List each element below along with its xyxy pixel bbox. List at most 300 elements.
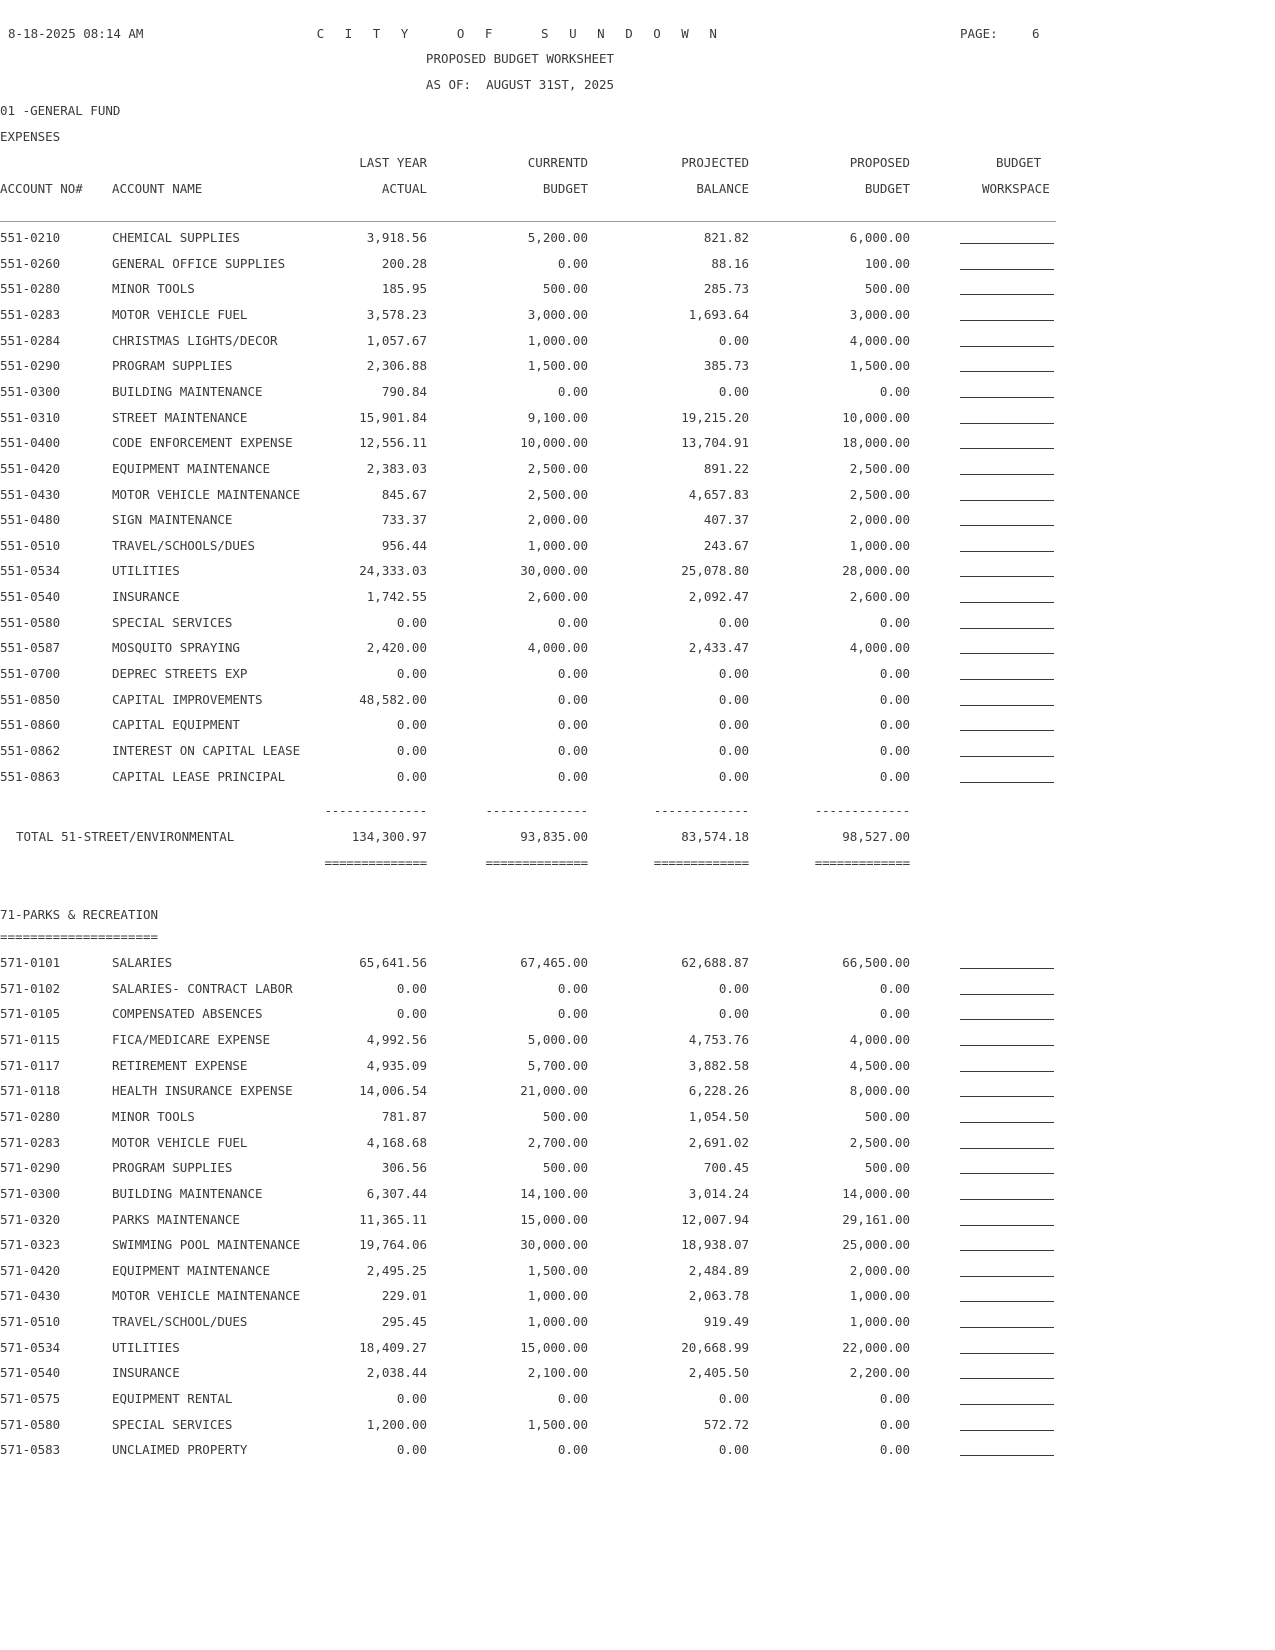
page-number: 6 (1032, 26, 1040, 41)
account-name: INSURANCE (112, 1365, 180, 1381)
current-budget: 0.00 (557, 614, 588, 630)
projected-balance: 88.16 (711, 255, 749, 271)
table-row (0, 666, 1060, 682)
total-double-rule: ============= (814, 855, 910, 870)
col-current-bottom: BUDGET (542, 181, 588, 196)
last-year-actual: 0.00 (396, 768, 427, 784)
current-budget: 500.00 (542, 1108, 588, 1124)
budget-workspace-field[interactable] (960, 1378, 1054, 1379)
current-budget: 9,100.00 (527, 409, 588, 425)
last-year-actual: 4,168.68 (366, 1134, 427, 1150)
current-budget: 10,000.00 (520, 435, 588, 451)
col-proposed-top: PROPOSED (849, 155, 910, 170)
total-double-rule: ============= (653, 855, 749, 870)
proposed-budget: 3,000.00 (849, 306, 910, 322)
last-year-actual: 14,006.54 (359, 1083, 427, 1099)
proposed-budget: 0.00 (879, 1006, 910, 1022)
projected-balance: 821.82 (703, 230, 749, 245)
table-row (0, 1340, 1060, 1356)
budget-workspace-field[interactable] (960, 1353, 1054, 1354)
last-year-actual: 185.95 (381, 281, 427, 297)
table-row (0, 640, 1060, 656)
report-city-title: C I T Y O F S U N D O W N (316, 26, 724, 41)
current-budget: 5,200.00 (527, 230, 588, 245)
projected-balance: 243.67 (703, 537, 749, 553)
proposed-budget: 0.00 (879, 1442, 910, 1458)
account-name: CODE ENFORCEMENT EXPENSE (112, 435, 293, 451)
projected-balance: 572.72 (703, 1416, 749, 1432)
proposed-budget: 28,000.00 (842, 563, 910, 579)
account-name: UTILITIES (112, 1339, 180, 1355)
table-row (0, 1109, 1060, 1125)
account-number: 571-0540 (0, 1365, 61, 1381)
proposed-budget: 1,000.00 (849, 537, 910, 553)
last-year-actual: 0.00 (396, 1006, 427, 1022)
proposed-budget: 10,000.00 (842, 409, 910, 425)
account-name: PROGRAM SUPPLIES (112, 358, 233, 374)
street-total-row (0, 829, 1060, 845)
last-year-actual: 0.00 (396, 980, 427, 996)
street-total-proposed: 98,527.00 (842, 829, 910, 844)
last-year-actual: 2,383.03 (366, 460, 427, 476)
parks-section-title: 71-PARKS & RECREATION (0, 907, 159, 922)
parks-section-underline: ===================== (0, 929, 159, 944)
account-number: 551-0862 (0, 743, 61, 758)
account-number: 551-0850 (0, 691, 61, 707)
projected-balance: 2,433.47 (688, 640, 749, 656)
projected-balance: 6,228.26 (688, 1083, 749, 1099)
last-year-actual: 65,641.56 (359, 955, 427, 970)
budget-workspace-field[interactable] (960, 500, 1054, 501)
budget-workspace-field[interactable] (960, 551, 1054, 552)
budget-workspace-field[interactable] (960, 1019, 1054, 1020)
last-year-actual: 1,200.00 (366, 1416, 427, 1432)
current-budget: 0.00 (557, 666, 588, 682)
current-budget: 0.00 (557, 1391, 588, 1407)
account-number: 571-0118 (0, 1083, 61, 1099)
table-row (0, 435, 1060, 451)
account-number: 551-0480 (0, 512, 61, 528)
account-number: 551-0280 (0, 281, 61, 297)
last-year-actual: 3,918.56 (366, 230, 427, 245)
proposed-budget: 0.00 (879, 1391, 910, 1407)
table-row (0, 563, 1060, 579)
proposed-budget: 2,600.00 (849, 589, 910, 605)
budget-workspace-field[interactable] (960, 1327, 1054, 1328)
report-datetime: 8-18-2025 08:14 AM (8, 26, 144, 41)
account-number: 571-0534 (0, 1339, 61, 1355)
table-row (0, 743, 1060, 759)
projected-balance: 0.00 (718, 332, 749, 348)
last-year-actual: 295.45 (381, 1314, 427, 1330)
table-row (0, 1058, 1060, 1074)
budget-workspace-field[interactable] (960, 1301, 1054, 1302)
report-subtitle: PROPOSED BUDGET WORKSHEET (425, 51, 615, 66)
table-row (0, 384, 1060, 400)
table-row (0, 1160, 1060, 1176)
current-budget: 1,500.00 (527, 358, 588, 374)
proposed-budget: 1,000.00 (849, 1314, 910, 1330)
budget-workspace-field[interactable] (960, 576, 1054, 577)
table-row (0, 256, 1060, 272)
account-number: 551-0510 (0, 537, 61, 553)
subtotal-dash: -------------- (485, 803, 588, 818)
header-divider (0, 221, 1056, 222)
account-number: 571-0115 (0, 1031, 61, 1047)
current-budget: 0.00 (557, 980, 588, 996)
budget-workspace-field[interactable] (960, 1225, 1054, 1226)
last-year-actual: 2,495.25 (366, 1262, 427, 1278)
last-year-actual: 956.44 (381, 537, 427, 553)
col-projected-top: PROJECTED (681, 155, 749, 170)
current-budget: 14,100.00 (520, 1185, 588, 1201)
table-row (0, 1135, 1060, 1151)
account-name: MOTOR VEHICLE MAINTENANCE (112, 1288, 301, 1304)
table-row (0, 1032, 1060, 1048)
budget-workspace-field[interactable] (960, 448, 1054, 449)
budget-workspace-field[interactable] (960, 705, 1054, 706)
current-budget: 1,000.00 (527, 1314, 588, 1330)
budget-workspace-field[interactable] (960, 371, 1054, 372)
total-double-rule: ============== (485, 855, 588, 870)
account-number: 551-0700 (0, 666, 61, 682)
subtotal-dash: ------------- (653, 803, 749, 818)
proposed-budget: 0.00 (879, 691, 910, 707)
current-budget: 21,000.00 (520, 1083, 588, 1099)
account-number: 571-0105 (0, 1006, 61, 1022)
account-number: 551-0310 (0, 409, 61, 425)
budget-workspace-field[interactable] (960, 1276, 1054, 1277)
current-budget: 0.00 (557, 1006, 588, 1022)
projected-balance: 2,092.47 (688, 589, 749, 605)
proposed-budget: 25,000.00 (842, 1237, 910, 1253)
current-budget: 30,000.00 (520, 563, 588, 579)
table-row (0, 1417, 1060, 1433)
street-subtotal-rule (0, 803, 1060, 819)
account-name: UNCLAIMED PROPERTY (112, 1442, 248, 1458)
account-number: 551-0587 (0, 640, 61, 656)
projected-balance: 0.00 (718, 1442, 749, 1458)
budget-workspace-field[interactable] (960, 1455, 1054, 1456)
projected-balance: 0.00 (718, 768, 749, 784)
table-row (0, 981, 1060, 997)
proposed-budget: 14,000.00 (842, 1185, 910, 1201)
col-proposed-bottom: BUDGET (864, 181, 910, 196)
street-total-double-rule (0, 855, 1060, 871)
budget-workspace-field[interactable] (960, 1096, 1054, 1097)
budget-workspace-field[interactable] (960, 346, 1054, 347)
current-budget: 2,500.00 (527, 486, 588, 502)
last-year-actual: 790.84 (381, 383, 427, 399)
proposed-budget: 0.00 (879, 666, 910, 682)
table-row (0, 1083, 1060, 1099)
account-name: INTEREST ON CAPITAL LEASE (112, 743, 301, 758)
projected-balance: 2,484.89 (688, 1262, 749, 1278)
account-name: COMPENSATED ABSENCES (112, 1006, 263, 1022)
budget-workspace-field[interactable] (960, 269, 1054, 270)
account-number: 571-0510 (0, 1314, 61, 1330)
budget-workspace-field[interactable] (960, 968, 1054, 969)
last-year-actual: 2,420.00 (366, 640, 427, 656)
projected-balance: 2,063.78 (688, 1288, 749, 1304)
projected-balance: 0.00 (718, 1006, 749, 1022)
account-name: RETIREMENT EXPENSE (112, 1057, 248, 1073)
proposed-budget: 2,500.00 (849, 486, 910, 502)
budget-workspace-field[interactable] (960, 243, 1054, 244)
current-budget: 15,000.00 (520, 1211, 588, 1227)
account-name: PARKS MAINTENANCE (112, 1211, 240, 1227)
proposed-budget: 500.00 (864, 1160, 910, 1176)
last-year-actual: 0.00 (396, 743, 427, 758)
subtotal-dash: -------------- (324, 803, 427, 818)
budget-workspace-field[interactable] (960, 1071, 1054, 1072)
last-year-actual: 24,333.03 (359, 563, 427, 579)
account-name: HEALTH INSURANCE EXPENSE (112, 1083, 293, 1099)
budget-workspace-field[interactable] (960, 1430, 1054, 1431)
account-number: 551-0260 (0, 255, 61, 271)
last-year-actual: 0.00 (396, 1442, 427, 1458)
proposed-budget: 18,000.00 (842, 435, 910, 451)
account-number: 551-0540 (0, 589, 61, 605)
projected-balance: 18,938.07 (681, 1237, 749, 1253)
col-last-year-top: LAST YEAR (359, 155, 427, 170)
last-year-actual: 19,764.06 (359, 1237, 427, 1253)
budget-workspace-field[interactable] (960, 1173, 1054, 1174)
account-name: SIGN MAINTENANCE (112, 512, 233, 528)
projected-balance: 1,054.50 (688, 1108, 749, 1124)
projected-balance: 285.73 (703, 281, 749, 297)
budget-workspace-field[interactable] (960, 679, 1054, 680)
account-name: DEPREC STREETS EXP (112, 666, 248, 682)
proposed-budget: 0.00 (879, 717, 910, 733)
account-name: BUILDING MAINTENANCE (112, 383, 263, 399)
last-year-actual: 12,556.11 (359, 435, 427, 451)
projected-balance: 20,668.99 (681, 1339, 749, 1355)
account-number: 571-0323 (0, 1237, 61, 1253)
table-row (0, 692, 1060, 708)
table-row (0, 769, 1060, 785)
projected-balance: 4,753.76 (688, 1031, 749, 1047)
budget-workspace-field[interactable] (960, 1148, 1054, 1149)
account-number: 551-0420 (0, 460, 61, 476)
col-workspace-top: BUDGET (996, 155, 1042, 170)
projected-balance: 919.49 (703, 1314, 749, 1330)
projected-balance: 0.00 (718, 691, 749, 707)
budget-workspace-field[interactable] (960, 1122, 1054, 1123)
account-number: 551-0300 (0, 383, 61, 399)
projected-balance: 3,014.24 (688, 1185, 749, 1201)
account-name: TRAVEL/SCHOOLS/DUES (112, 537, 255, 553)
account-name: SPECIAL SERVICES (112, 1416, 233, 1432)
last-year-actual: 2,038.44 (366, 1365, 427, 1381)
current-budget: 0.00 (557, 383, 588, 399)
current-budget: 500.00 (542, 1160, 588, 1176)
account-name: MOTOR VEHICLE MAINTENANCE (112, 486, 301, 502)
proposed-budget: 1,000.00 (849, 1288, 910, 1304)
street-total-label: TOTAL 51-STREET/ENVIRONMENTAL (16, 829, 235, 844)
projected-balance: 2,405.50 (688, 1365, 749, 1381)
projected-balance: 0.00 (718, 383, 749, 399)
table-row (0, 1237, 1060, 1253)
account-number: 571-0283 (0, 1134, 61, 1150)
table-row (0, 307, 1060, 323)
account-name: SALARIES- CONTRACT LABOR (112, 980, 293, 996)
col-account-name: ACCOUNT NAME (112, 181, 203, 196)
projected-balance: 62,688.87 (681, 955, 749, 970)
account-number: 571-0575 (0, 1391, 61, 1407)
budget-workspace-field[interactable] (960, 397, 1054, 398)
table-row (0, 461, 1060, 477)
budget-workspace-field[interactable] (960, 1045, 1054, 1046)
budget-workspace-field[interactable] (960, 1199, 1054, 1200)
budget-workspace-field[interactable] (960, 628, 1054, 629)
proposed-budget: 0.00 (879, 768, 910, 784)
projected-balance: 0.00 (718, 717, 749, 733)
proposed-budget: 66,500.00 (842, 955, 910, 970)
current-budget: 0.00 (557, 691, 588, 707)
table-row (0, 1263, 1060, 1279)
projected-balance: 0.00 (718, 1391, 749, 1407)
projected-balance: 2,691.02 (688, 1134, 749, 1150)
current-budget: 30,000.00 (520, 1237, 588, 1253)
projected-balance: 700.45 (703, 1160, 749, 1176)
projected-balance: 0.00 (718, 614, 749, 630)
budget-workspace-field[interactable] (960, 423, 1054, 424)
last-year-actual: 15,901.84 (359, 409, 427, 425)
current-budget: 1,500.00 (527, 1262, 588, 1278)
current-budget: 2,600.00 (527, 589, 588, 605)
projected-balance: 0.00 (718, 666, 749, 682)
table-row (0, 230, 1060, 246)
street-total-current: 93,835.00 (520, 829, 588, 844)
current-budget: 0.00 (557, 768, 588, 784)
proposed-budget: 2,000.00 (849, 512, 910, 528)
fund-name: 01 -GENERAL FUND (0, 103, 121, 118)
account-number: 551-0863 (0, 768, 61, 784)
budget-workspace-field[interactable] (960, 994, 1054, 995)
budget-workspace-field[interactable] (960, 653, 1054, 654)
account-number: 551-0534 (0, 563, 61, 579)
account-name: EQUIPMENT MAINTENANCE (112, 460, 271, 476)
account-number: 551-0400 (0, 435, 61, 451)
current-budget: 67,465.00 (520, 955, 588, 970)
account-name: PROGRAM SUPPLIES (112, 1160, 233, 1176)
last-year-actual: 0.00 (396, 1391, 427, 1407)
account-number: 571-0300 (0, 1185, 61, 1201)
account-number: 571-0280 (0, 1108, 61, 1124)
proposed-budget: 0.00 (879, 383, 910, 399)
proposed-budget: 1,500.00 (849, 358, 910, 374)
projected-balance: 1,693.64 (688, 306, 749, 322)
budget-workspace-field[interactable] (960, 602, 1054, 603)
account-number: 571-0117 (0, 1057, 61, 1073)
current-budget: 4,000.00 (527, 640, 588, 656)
table-row (0, 1391, 1060, 1407)
table-row (0, 717, 1060, 733)
account-number: 551-0290 (0, 358, 61, 374)
proposed-budget: 500.00 (864, 1108, 910, 1124)
projected-balance: 25,078.80 (681, 563, 749, 579)
account-name: SPECIAL SERVICES (112, 614, 233, 630)
table-row (0, 1365, 1060, 1381)
account-number: 551-0580 (0, 614, 61, 630)
proposed-budget: 4,000.00 (849, 640, 910, 656)
current-budget: 2,100.00 (527, 1365, 588, 1381)
last-year-actual: 48,582.00 (359, 691, 427, 707)
account-name: FICA/MEDICARE EXPENSE (112, 1031, 271, 1047)
budget-workspace-field[interactable] (960, 782, 1054, 783)
table-row (0, 333, 1060, 349)
current-budget: 500.00 (542, 281, 588, 297)
account-name: MINOR TOOLS (112, 281, 195, 297)
projected-balance: 3,882.58 (688, 1057, 749, 1073)
table-row (0, 589, 1060, 605)
account-name: MOTOR VEHICLE FUEL (112, 1134, 248, 1150)
expense-category: EXPENSES (0, 129, 61, 144)
budget-workspace-field[interactable] (960, 294, 1054, 295)
account-name: BUILDING MAINTENANCE (112, 1185, 263, 1201)
current-budget: 3,000.00 (527, 306, 588, 322)
budget-workspace-field[interactable] (960, 1250, 1054, 1251)
projected-balance: 385.73 (703, 358, 749, 374)
proposed-budget: 4,000.00 (849, 1031, 910, 1047)
street-total-last-year: 134,300.97 (351, 829, 427, 844)
account-number: 551-0284 (0, 332, 61, 348)
last-year-actual: 2,306.88 (366, 358, 427, 374)
budget-workspace-field[interactable] (960, 1404, 1054, 1405)
projected-balance: 4,657.83 (688, 486, 749, 502)
table-row (0, 955, 1060, 971)
table-row (0, 538, 1060, 554)
account-number: 571-0583 (0, 1442, 61, 1458)
account-number: 571-0290 (0, 1160, 61, 1176)
account-number: 551-0430 (0, 486, 61, 502)
last-year-actual: 0.00 (396, 717, 427, 733)
budget-workspace-field[interactable] (960, 474, 1054, 475)
proposed-budget: 2,500.00 (849, 1134, 910, 1150)
account-name: MOSQUITO SPRAYING (112, 640, 240, 656)
account-name: SALARIES (112, 955, 173, 970)
projected-balance: 19,215.20 (681, 409, 749, 425)
table-row (0, 615, 1060, 631)
proposed-budget: 0.00 (879, 743, 910, 758)
account-name: INSURANCE (112, 589, 180, 605)
account-number: 571-0430 (0, 1288, 61, 1304)
last-year-actual: 0.00 (396, 614, 427, 630)
col-last-year-bottom: ACTUAL (381, 181, 427, 196)
current-budget: 0.00 (557, 717, 588, 733)
budget-workspace-field[interactable] (960, 320, 1054, 321)
current-budget: 1,500.00 (527, 1416, 588, 1432)
col-current-top: CURRENTD (527, 155, 588, 170)
proposed-budget: 2,000.00 (849, 1262, 910, 1278)
last-year-actual: 4,992.56 (366, 1031, 427, 1047)
budget-workspace-field[interactable] (960, 730, 1054, 731)
table-row (0, 1186, 1060, 1202)
table-row (0, 358, 1060, 374)
current-budget: 1,000.00 (527, 537, 588, 553)
budget-workspace-field[interactable] (960, 525, 1054, 526)
current-budget: 15,000.00 (520, 1339, 588, 1355)
last-year-actual: 733.37 (381, 512, 427, 528)
table-row (0, 281, 1060, 297)
last-year-actual: 229.01 (381, 1288, 427, 1304)
current-budget: 5,700.00 (527, 1057, 588, 1073)
budget-workspace-field[interactable] (960, 756, 1054, 757)
projected-balance: 0.00 (718, 743, 749, 758)
projected-balance: 12,007.94 (681, 1211, 749, 1227)
table-row (0, 1288, 1060, 1304)
